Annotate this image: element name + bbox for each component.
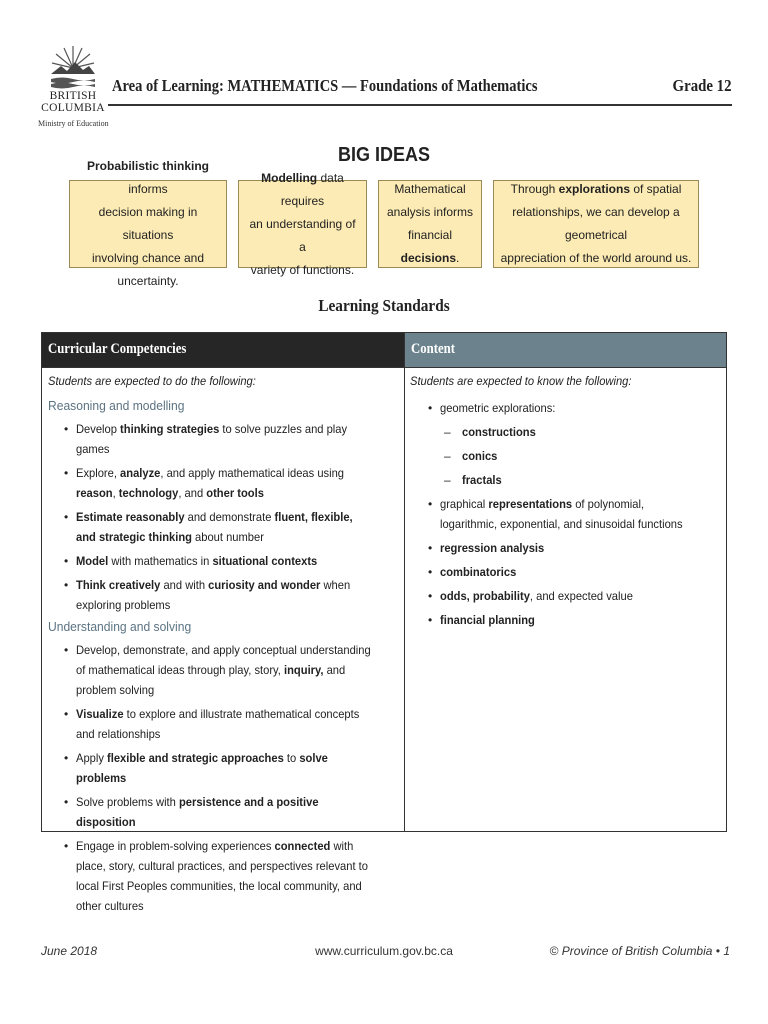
content-lead: Students are expected to know the following:: [410, 374, 632, 388]
content-item: [428, 562, 720, 582]
competencies-lead: Students are expected to do the following:: [48, 374, 256, 388]
learning-standards-table: [41, 332, 727, 913]
big-idea-box: [493, 180, 699, 268]
bold-term: fluent, flexible, and strategic thinking: [76, 510, 353, 544]
bullet-icon: •: [428, 565, 433, 579]
competency-item: [64, 748, 398, 788]
content-item: [428, 398, 720, 490]
competency-item: [64, 575, 398, 615]
list-item-text: geometric explorations:: [440, 401, 556, 415]
bold-term: connected: [274, 839, 331, 853]
dash-icon: –: [444, 425, 451, 439]
content-subitem: [444, 470, 720, 490]
column-divider: [404, 333, 405, 831]
logo-line-columbia: COLUMBIA: [41, 102, 105, 114]
bold-term: combinatorics: [440, 565, 517, 579]
bold-term: Estimate reasonably: [76, 510, 185, 524]
bold-term: inquiry,: [284, 663, 324, 677]
bold-term: regression analysis: [440, 541, 545, 555]
list-item-text: Estimate reasonably and demonstrate fluent, flexible, and strategic thinking about number: [76, 510, 353, 544]
big-idea-line: decision making in situations: [98, 205, 198, 242]
competency-item: [64, 419, 398, 459]
dash-icon: –: [444, 449, 451, 463]
big-idea-line: relationships, we can develop a geometrical: [512, 205, 680, 242]
bold-term: other tools: [206, 486, 264, 500]
list-item-text: Model with mathematics in situational contexts: [76, 554, 318, 568]
section-heading-understanding: Understanding and solving: [48, 619, 192, 634]
big-idea-box: [69, 159, 227, 288]
big-ideas-heading: BIG IDEAS: [337, 144, 431, 166]
content-subitem: [444, 446, 720, 466]
bold-term: Think creatively: [76, 578, 161, 592]
dash-icon: –: [444, 473, 451, 487]
bullet-icon: •: [64, 839, 69, 853]
competency-item: [64, 704, 398, 744]
big-idea-line: involving chance and uncertainty.: [91, 251, 205, 288]
big-idea-line: Probabilistic thinking informs: [86, 159, 209, 196]
bold-term: persistence and a positive disposition: [76, 795, 319, 829]
bold-term: Visualize: [76, 707, 124, 721]
header-grade: Grade 12: [673, 76, 732, 95]
competency-item: [64, 551, 398, 571]
bold-term: decisions: [400, 251, 456, 265]
list-item-text: Apply flexible and strategic approaches to solve problems: [76, 751, 328, 785]
bullet-icon: •: [428, 541, 433, 555]
bullet-icon: •: [64, 422, 69, 436]
header-divider: [108, 104, 732, 106]
list-item-text: Engage in problem-solving experiences connected with place, story, cultural practices, and perspectives relevant to local First Peoples communities, the local community, and other cultures: [76, 839, 368, 913]
competency-item: [64, 463, 398, 503]
competency-item: [64, 507, 398, 547]
bc-logo: [38, 44, 108, 128]
bullet-icon: •: [64, 466, 69, 480]
bold-term: Model: [76, 554, 109, 568]
big-idea-line: financial decisions.: [400, 228, 460, 265]
bold-term: reason: [76, 486, 113, 500]
competencies-header-cell: [42, 333, 404, 367]
footer-date: June 2018: [41, 944, 98, 958]
content-list: [428, 398, 720, 630]
list-item-text: Think creatively and with curiosity and wonder when exploring problems: [76, 578, 351, 612]
bold-term: fractals: [462, 473, 502, 487]
bold-term: explorations: [558, 182, 630, 196]
content-header: Content: [411, 341, 455, 357]
bullet-icon: •: [64, 578, 69, 592]
competency-item: [64, 640, 398, 700]
bold-term: situational contexts: [212, 554, 318, 568]
header-title: Area of Learning: MATHEMATICS — Foundations of Mathematics: [112, 76, 538, 95]
bullet-icon: •: [64, 510, 69, 524]
bold-term: Modelling: [261, 170, 318, 185]
content-item: [428, 494, 720, 534]
content-header-cell: [405, 333, 726, 367]
bullet-icon: •: [428, 401, 433, 415]
bold-term: representations: [488, 497, 573, 511]
competency-item: [64, 836, 398, 916]
list-item-text: Develop thinking strategies to solve puzzles and play games: [76, 422, 348, 456]
logo-ministry: Ministry of Education: [38, 119, 109, 128]
bold-term: curiosity and wonder: [208, 578, 321, 592]
bold-term: financial planning: [440, 613, 535, 627]
bullet-icon: •: [64, 795, 69, 809]
reasoning-list: [64, 419, 398, 615]
header-row-divider: [42, 367, 726, 368]
big-idea-line: Modelling data requires: [261, 170, 344, 208]
competency-item: [64, 792, 398, 832]
list-item-text: graphical representations of polynomial, logarithmic, exponential, and sinusoidal functions: [440, 497, 683, 531]
bullet-icon: •: [64, 643, 69, 657]
list-item-text: Visualize to explore and illustrate mathematical concepts and relationships: [76, 707, 360, 741]
big-idea-line: appreciation of the world around us.: [500, 251, 692, 265]
content-column: [410, 374, 720, 634]
big-idea-box: [238, 170, 367, 277]
footer-url: www.curriculum.gov.bc.ca: [315, 944, 453, 958]
bullet-icon: •: [64, 751, 69, 765]
list-item-text: Explore, analyze, and apply mathematical ideas using reason, technology, and other tools: [76, 466, 344, 500]
content-item: [428, 538, 720, 558]
list-item-text: Solve problems with persistence and a positive disposition: [76, 795, 319, 829]
competencies-header: Curricular Competencies: [48, 341, 187, 357]
bold-term: conics: [462, 449, 498, 463]
list-item-text: [440, 562, 700, 582]
bullet-icon: •: [428, 613, 433, 627]
bullet-icon: •: [64, 554, 69, 568]
big-idea-line: Through explorations of spatial: [510, 182, 682, 196]
list-item-text: odds, probability, and expected value: [440, 589, 633, 603]
bullet-icon: •: [64, 707, 69, 721]
section-heading-reasoning: Reasoning and modelling: [48, 398, 185, 413]
bold-term: flexible and strategic approaches: [107, 751, 284, 765]
big-idea-line: variety of functions.: [250, 262, 355, 277]
content-sublist: [444, 422, 720, 490]
bold-term: analyze: [120, 466, 161, 480]
list-item-text: Develop, demonstrate, and apply conceptual understanding of mathematical ideas through play, story, inquiry, and problem solving: [76, 643, 371, 697]
bold-term: solve problems: [76, 751, 328, 785]
content-item: [428, 586, 720, 606]
bold-term: thinking strategies: [120, 422, 220, 436]
competencies-column: [48, 374, 398, 920]
bold-term: technology: [118, 486, 179, 500]
bold-term: odds, probability: [440, 589, 530, 603]
list-item-text: [440, 538, 700, 558]
big-idea-box: [378, 180, 482, 268]
learning-standards-heading: Learning Standards: [318, 296, 450, 315]
content-subitem: [444, 422, 720, 442]
content-item: [428, 610, 720, 630]
bold-term: Probabilistic thinking: [86, 159, 209, 173]
bullet-icon: •: [428, 589, 433, 603]
bullet-icon: •: [428, 497, 433, 511]
big-idea-line: an understanding of a: [249, 216, 356, 254]
big-idea-line: Mathematical: [394, 182, 466, 196]
understanding-list: [64, 640, 398, 916]
big-idea-line: analysis informs: [386, 205, 474, 219]
bold-term: constructions: [462, 425, 536, 439]
logo-line-british: BRITISH: [49, 90, 97, 102]
list-item-text: [440, 610, 700, 630]
footer-copyright: © Province of British Columbia • 1: [549, 944, 730, 958]
sun-mountain-emblem-icon: [51, 44, 95, 90]
